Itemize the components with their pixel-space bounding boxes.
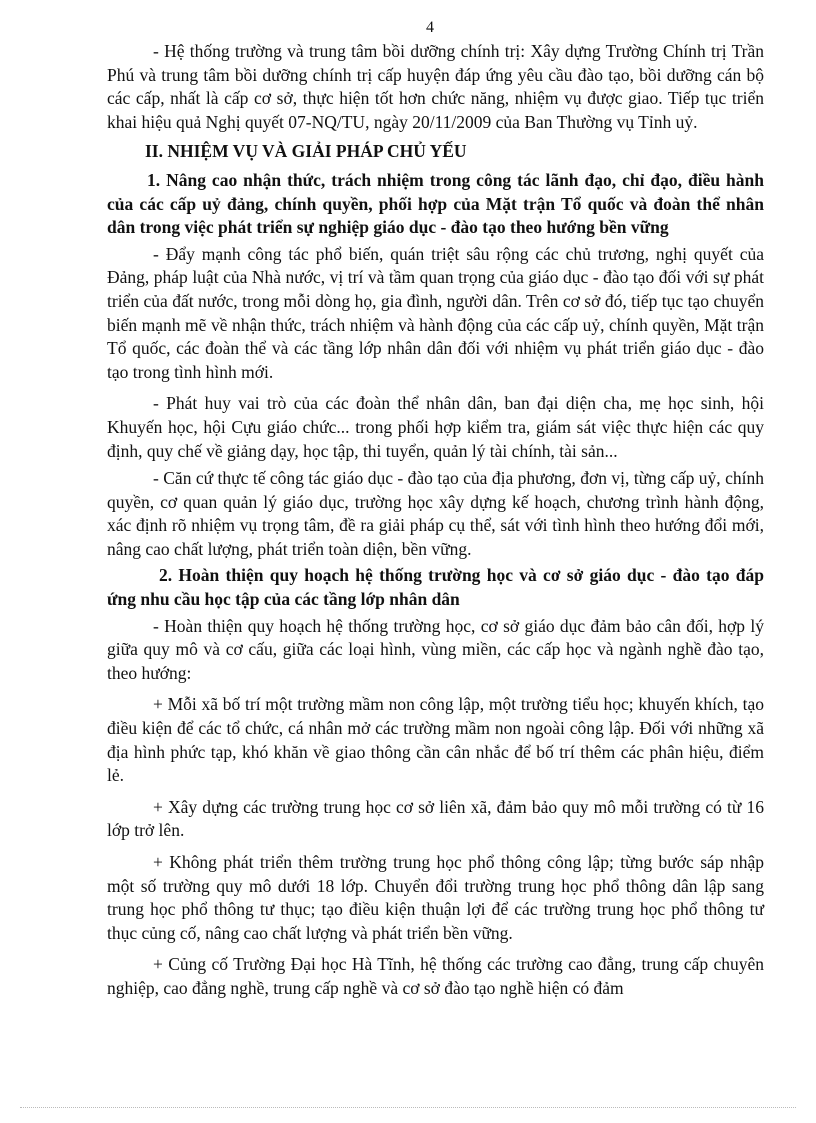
paragraph-preschools: + Mỗi xã bố trí một trường mầm non công lập, một trường tiểu học; khuyến khích, tạo điều kiện để các tổ chức, cá nhân mở các trường mầm non ngoài công lập. Đối với những xã địa hình phức tạp, khó khăn về giao thông cần cân nhắc để bố trí thêm các phân hiệu, điểm lẻ. [107,694,764,786]
paragraph-organizations: - Phát huy vai trò của các đoàn thể nhân dân, ban đại diện cha, mẹ học sinh, hội Khuyến học, hội Cựu giáo chức... trong phối hợp kiểm tra, giám sát việc thực hiện các quy định, quy chế về giảng dạy, học tập, thi tuyển, quản lý tài chính, tài sản... [107,393,764,461]
subsection-heading-2: 2. Hoàn thiện quy hoạch hệ thống trường học và cơ sở giáo dục - đào tạo đáp ứng nhu cầu học tập của các tầng lớp nhân dân [107,565,764,610]
paragraph-political-schools: - Hệ thống trường và trung tâm bồi dưỡng chính trị: Xây dựng Trường Chính trị Trần Phú và trung tâm bồi dưỡng chính trị cấp huyện đáp ứng yêu cầu đào tạo, bồi dưỡng cán bộ các cấp, nhất là cấp cơ sở, thực hiện tốt hơn chức năng, nhiệm vụ được giao. Tiếp tục triển khai hiệu quả Nghị quyết 07-NQ/TU, ngày 20/11/2009 của Ban Thường vụ Tỉnh uỷ. [107,41,764,132]
paragraph-awareness: - Đẩy mạnh công tác phổ biến, quán triệt sâu rộng các chủ trương, nghị quyết của Đảng, pháp luật của Nhà nước, vị trí và tầm quan trọng của giáo dục - đào tạo đối với sự phát triển của đất nước, trong mỗi dòng họ, gia đình, người dân. Trên cơ sở đó, tiếp tục tạo chuyển biến mạnh mẽ về nhận thức, trách nhiệm và hành động của các cấp uỷ, chính quyền, Mặt trận Tổ quốc, các đoàn thể và các tầng lớp nhân dân đối với nhiệm vụ phát triển giáo dục - đào tạo trong tình hình mới. [107,243,764,382]
paragraph-universities: + Củng cố Trường Đại học Hà Tĩnh, hệ thống các trường cao đẳng, trung cấp chuyên nghiệp, cao đẳng nghề, trung cấp nghề và cơ sở đào tạo nghề hiện có đảm [107,954,764,998]
subsection-heading-1: 1. Nâng cao nhận thức, trách nhiệm trong công tác lãnh đạo, chỉ đạo, điều hành của các cấp uỷ đảng, chính quyền, phối hợp của Mặt trận Tổ quốc và đoàn thể nhân dân trong việc phát triển sự nghiệp giáo dục - đào tạo theo hướng bền vững [107,169,764,238]
document-body [107,40,764,1001]
section-heading: II. NHIỆM VỤ VÀ GIẢI PHÁP CHỦ YẾU [145,141,467,162]
page-number: 4 [426,19,434,36]
paragraph-secondary-schools: + Xây dựng các trường trung học cơ sở liên xã, đảm bảo quy mô mỗi trường có từ 16 lớp trở lên. [107,796,764,841]
paragraph-high-schools: + Không phát triển thêm trường trung học phổ thông công lập; từng bước sáp nhập một số trường quy mô dưới 18 lớp. Chuyển đổi trường trung học phổ thông dân lập sang trung học phổ thông tư thục; tạo điều kiện thuận lợi để các trường trung học phổ thông tư thục củng cố, nâng cao chất lượng và phát triển bền vững. [107,852,764,943]
paragraph-action-plans: - Căn cứ thực tế công tác giáo dục - đào tạo của địa phương, đơn vị, từng cấp uỷ, chính quyền, cơ quan quản lý giáo dục, trường học xây dựng kế hoạch, chương trình hành động, xác định rõ nhiệm vụ trọng tâm, đề ra giải pháp cụ thể, sát với tình hình theo hướng đổi mới, nâng cao chất lượng, phát triển toàn diện, bền vững. [107,468,764,559]
page-bottom-rule [20,1107,796,1108]
paragraph-school-planning: - Hoàn thiện quy hoạch hệ thống trường học, cơ sở giáo dục đảm bảo cân đối, hợp lý giữa quy mô và cơ cấu, giữa các loại hình, vùng miền, các cấp học và ngành nghề đào tạo, theo hướng: [107,615,764,683]
